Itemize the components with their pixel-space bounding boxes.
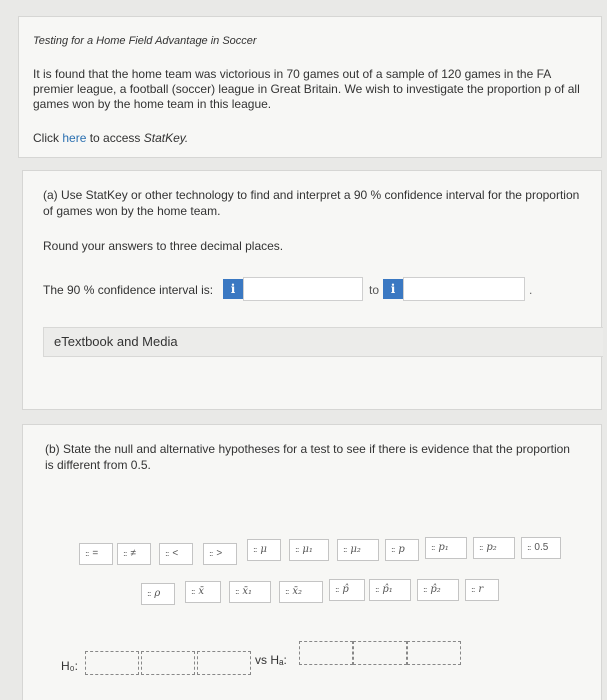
grip-icon: :: <box>253 545 257 554</box>
info-icon[interactable]: i <box>223 279 243 299</box>
ci-label: The 90 % confidence interval is: <box>43 283 214 297</box>
tile-xbar[interactable]: :: x̄ <box>185 581 221 603</box>
tile-mu1[interactable]: :: μ₁ <box>289 539 329 561</box>
to-label: to <box>369 283 380 297</box>
h0-drop-zone-1[interactable] <box>85 651 139 675</box>
grip-icon: :: <box>235 587 239 596</box>
ha-drop-zone-1[interactable] <box>299 641 353 665</box>
confidence-interval-row <box>43 277 583 301</box>
tile-equals[interactable]: :: = <box>79 543 113 565</box>
h0-drop-zone-2[interactable] <box>141 651 195 675</box>
tile-less-than[interactable]: :: < <box>159 543 193 565</box>
tile-greater-than[interactable]: :: > <box>203 543 237 565</box>
tile-phat[interactable]: :: p̂ <box>329 579 365 601</box>
tile-rho[interactable]: :: ρ <box>141 583 175 605</box>
statkey-line <box>33 131 188 145</box>
grip-icon: :: <box>295 545 299 554</box>
grip-icon: :: <box>375 585 379 594</box>
part-a-card <box>22 170 602 410</box>
grip-icon: :: <box>165 549 169 558</box>
tile-not-equal[interactable]: :: ≠ <box>117 543 151 565</box>
grip-icon: :: <box>391 545 395 554</box>
grip-icon: :: <box>85 549 89 558</box>
tile-xbar1[interactable]: :: x̄₁ <box>229 581 271 603</box>
tile-xbar2[interactable]: :: x̄₂ <box>279 581 323 603</box>
tile-0-5[interactable]: :: 0.5 <box>521 537 561 559</box>
grip-icon: :: <box>335 585 339 594</box>
h0-drop-zone-3[interactable] <box>197 651 251 675</box>
part-b-card <box>22 424 602 700</box>
tile-p[interactable]: :: p <box>385 539 419 561</box>
grip-icon: :: <box>471 585 475 594</box>
click-middle: to access <box>86 131 144 145</box>
part-b-question: (b) State the null and alternative hypotheses for a test to see if there is evidence that the proportion is different from 0.5. <box>45 442 570 472</box>
tile-p2[interactable]: :: p₂ <box>473 537 515 559</box>
click-prefix: Click <box>33 131 63 145</box>
part-a-question: (a) Use StatKey or other technology to find and interpret a 90 % confidence interval for the proportion of games won by the home team. <box>43 188 580 218</box>
statkey-name: StatKey. <box>143 131 189 145</box>
etextbook-media-bar[interactable]: eTextbook and Media <box>43 327 603 357</box>
grip-icon: :: <box>285 587 289 596</box>
grip-icon: :: <box>431 543 435 552</box>
grip-icon: :: <box>147 589 151 598</box>
tile-p1[interactable]: :: p₁ <box>425 537 467 559</box>
statkey-link[interactable]: here <box>62 131 87 145</box>
period: . <box>529 283 533 297</box>
grip-icon: :: <box>209 549 213 558</box>
problem-title: Testing for a Home Field Advantage in Soccer <box>33 35 257 47</box>
round-instruction: Round your answers to three decimal places. <box>43 239 284 253</box>
ha-drop-zone-3[interactable] <box>407 641 461 665</box>
info-icon[interactable]: i <box>383 279 403 299</box>
ci-lower-input[interactable] <box>243 277 363 301</box>
ha-drop-zone-2[interactable] <box>353 641 407 665</box>
grip-icon: :: <box>423 585 427 594</box>
grip-icon: :: <box>479 543 483 552</box>
grip-icon: :: <box>527 543 531 552</box>
ha-label: vs Hₐ: <box>255 653 287 667</box>
grip-icon: :: <box>191 587 195 596</box>
grip-icon: :: <box>343 545 347 554</box>
tile-phat2[interactable]: :: p̂₂ <box>417 579 459 601</box>
grip-icon: :: <box>123 549 127 558</box>
intro-card <box>18 16 602 158</box>
tile-r[interactable]: :: r <box>465 579 499 601</box>
tile-phat1[interactable]: :: p̂₁ <box>369 579 411 601</box>
tile-mu[interactable]: :: μ <box>247 539 281 561</box>
problem-paragraph: It is found that the home team was victorious in 70 games out of a sample of 120 games in the FA premier league, a football (soccer) league in Great Britain. We wish to investigate the proportion p of all games won by the home team in this league. <box>33 67 580 111</box>
h0-label: H₀: <box>61 659 78 673</box>
ci-upper-input[interactable] <box>403 277 525 301</box>
tile-mu2[interactable]: :: μ₂ <box>337 539 379 561</box>
